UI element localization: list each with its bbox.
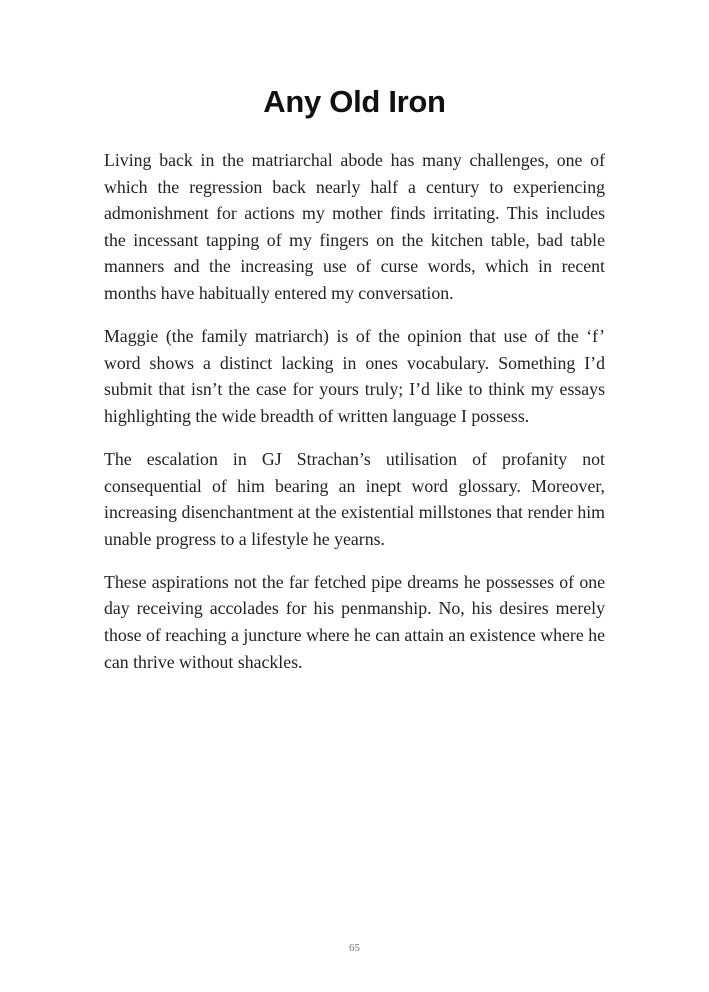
chapter-title: Any Old Iron [263,84,446,119]
paragraph: Living back in the matriarchal abode has many challenges, one of which the regression back nearly half a century to experiencing admonishment for actions my mother finds irritating. This includes the incessant tapping of my fingers on the kitchen table, bad table manners and the increasing use of curse words, which in recent months have habitually entered my conversation. [104,150,605,303]
paragraph: Maggie (the family matriarch) is of the opinion that use of the ‘f’ word shows a distinct lacking in ones vocabulary. Something I’d submit that isn’t the case for yours truly; I’d like to think my essays highlighting the wide breadth of written language I possess. [104,326,605,426]
paragraph: These aspirations not the far fetched pipe dreams he possesses of one day receiving accolades for his penmanship. No, his desires merely those of reaching a juncture where he can attain an existence where he can thrive without shackles. [104,571,605,672]
paragraph: The escalation in GJ Strachan’s utilisation of profanity not consequential of him bearing an inept word glossary. Moreover, increasing disenchantment at the existential millstones that render him unable progress to a lifestyle he yearns. [104,448,605,549]
page-number: 65 [349,942,360,954]
chapter-body [104,147,605,692]
